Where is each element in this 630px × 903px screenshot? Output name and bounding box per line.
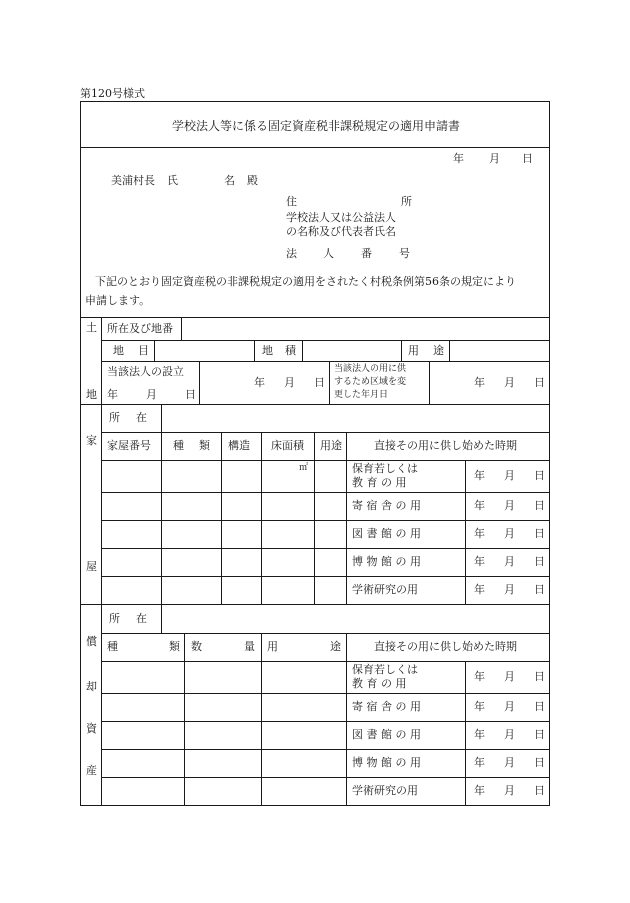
setup-label: 当該法人の設立 — [107, 365, 184, 378]
house-date-year: 年 — [474, 555, 485, 568]
house-floor-area-header: 床面積 — [271, 439, 304, 452]
dep-date-month: 月 — [504, 728, 515, 741]
body-text-line2: 申請します。 — [85, 294, 151, 307]
house-date-day: 日 — [534, 469, 545, 482]
dep-date-month: 月 — [504, 784, 515, 797]
corp-number-4: 号 — [399, 247, 410, 260]
rule — [101, 548, 549, 549]
rule — [401, 340, 402, 361]
use-change-month: 月 — [504, 376, 515, 389]
chiseki-label-2: 積 — [285, 344, 296, 357]
dep-date-month: 月 — [504, 670, 515, 683]
house-date-month: 月 — [504, 527, 515, 540]
dep-date-day: 日 — [534, 728, 545, 741]
rule — [449, 340, 450, 361]
house-use-dorm: 寄 宿 舎 の 用 — [352, 499, 421, 512]
dep-location-2: 在 — [136, 612, 147, 625]
house-date-day: 日 — [534, 555, 545, 568]
rule — [161, 604, 162, 633]
rule — [101, 520, 549, 521]
house-date-year: 年 — [474, 499, 485, 512]
rule — [429, 361, 430, 404]
house-use-library: 図 書 館 の 用 — [352, 527, 421, 540]
setup-date-year: 年 — [254, 376, 265, 389]
dep-use-nursery-2: 教 育 の 用 — [352, 677, 407, 690]
house-date-year: 年 — [474, 527, 485, 540]
rule — [101, 361, 549, 362]
dep-date-year: 年 — [474, 700, 485, 713]
form-number: 第120号様式 — [80, 87, 145, 100]
floor-area-unit: ㎡ — [299, 463, 309, 473]
land-location-label: 所在及び地番 — [107, 322, 173, 335]
rule — [101, 693, 549, 694]
dep-date-month: 月 — [504, 700, 515, 713]
dep-date-year: 年 — [474, 756, 485, 769]
dep-date-year: 年 — [474, 784, 485, 797]
addressee-mei: 名 — [224, 174, 235, 187]
corp-number-3: 番 — [361, 247, 372, 260]
rule — [101, 633, 549, 634]
house-number-header: 家屋番号 — [107, 439, 151, 452]
dep-use-dorm: 寄 宿 舎 の 用 — [352, 700, 421, 713]
dep-use-library: 図 書 館 の 用 — [352, 728, 421, 741]
dep-side-3: 資 — [86, 722, 97, 735]
dep-side-4: 産 — [86, 764, 97, 777]
rule — [302, 340, 303, 361]
dep-use-research: 学術研究の用 — [352, 784, 418, 797]
setup-day: 日 — [185, 388, 196, 401]
rule — [101, 492, 549, 493]
rule — [101, 460, 549, 461]
house-start-header: 直接その用に供し始めた時期 — [374, 439, 517, 452]
house-date-year: 年 — [474, 469, 485, 482]
use-change-year: 年 — [474, 376, 485, 389]
rule — [346, 432, 347, 604]
setup-date-month: 月 — [284, 376, 295, 389]
rule — [101, 317, 102, 805]
rule — [101, 721, 549, 722]
rule — [101, 661, 549, 662]
house-date-month: 月 — [504, 499, 515, 512]
house-side-2: 屋 — [86, 560, 97, 573]
house-date-day: 日 — [534, 583, 545, 596]
chiseki-label-1: 地 — [262, 344, 273, 357]
dep-date-day: 日 — [534, 784, 545, 797]
land-side-2: 地 — [86, 388, 97, 401]
rule — [261, 633, 262, 805]
dep-date-day: 日 — [534, 756, 545, 769]
dep-kind-header-2: 類 — [169, 640, 180, 653]
rule — [346, 633, 347, 805]
dep-date-year: 年 — [474, 670, 485, 683]
rule — [184, 633, 185, 805]
house-date-month: 月 — [504, 469, 515, 482]
rule — [199, 361, 200, 404]
address-label-2: 所 — [401, 195, 412, 208]
rule — [101, 749, 549, 750]
dep-qty-header-1: 数 — [191, 640, 202, 653]
applicant-name-label-1: 学校法人又は公益法人 — [286, 211, 396, 224]
land-youto-2: 途 — [433, 344, 444, 357]
rule — [261, 432, 262, 604]
rule — [101, 340, 549, 341]
house-date-month: 月 — [504, 583, 515, 596]
rule — [154, 340, 155, 361]
use-change-day: 日 — [534, 376, 545, 389]
house-use-research: 学術研究の用 — [352, 583, 418, 596]
setup-month: 月 — [146, 388, 157, 401]
rule — [81, 604, 549, 605]
date-day: 日 — [522, 152, 533, 165]
rule — [329, 361, 330, 404]
rule — [81, 404, 549, 405]
dep-qty-header-2: 量 — [244, 640, 255, 653]
house-use-header: 用途 — [320, 439, 342, 452]
house-date-day: 日 — [534, 499, 545, 512]
rule — [254, 340, 255, 361]
dep-kind-header-1: 種 — [107, 640, 118, 653]
house-kind-header-1: 種 — [173, 439, 184, 452]
rule — [81, 147, 549, 148]
addressee-mayor: 美浦村長 — [111, 174, 155, 187]
applicant-name-label-2: の名称及び代表者氏名 — [286, 225, 396, 238]
dep-use-header-2: 途 — [330, 640, 341, 653]
body-text-line1: 下記のとおり固定資産税の非課税規定の適用をされたく村税条例第56条の規定により — [95, 275, 516, 288]
dep-date-day: 日 — [534, 670, 545, 683]
dep-date-day: 日 — [534, 700, 545, 713]
house-date-year: 年 — [474, 583, 485, 596]
date-year: 年 — [453, 152, 464, 165]
dep-side-2: 却 — [86, 680, 97, 693]
rule — [161, 404, 162, 432]
setup-date-day: 日 — [314, 376, 325, 389]
land-side-1: 土 — [86, 321, 97, 334]
house-use-museum: 博 物 館 の 用 — [352, 555, 421, 568]
rule — [465, 661, 466, 805]
rule — [465, 460, 466, 604]
use-change-label-3: 更した年月日 — [334, 390, 389, 400]
corp-number-2: 人 — [323, 247, 334, 260]
house-use-nursery-2: 教 育 の 用 — [352, 476, 407, 489]
house-location-1: 所 — [109, 411, 120, 424]
dep-use-museum: 博 物 館 の 用 — [352, 756, 421, 769]
dep-use-header-1: 用 — [267, 640, 278, 653]
rule — [161, 432, 162, 604]
dep-side-1: 償 — [86, 635, 97, 648]
application-form — [80, 101, 550, 806]
house-structure-header: 構造 — [228, 439, 250, 452]
house-date-month: 月 — [504, 555, 515, 568]
rule — [221, 432, 222, 604]
rule — [314, 432, 315, 604]
rule — [101, 432, 549, 433]
chimoku-label-1: 地 — [113, 344, 124, 357]
dep-use-nursery-1: 保育若しくは — [352, 663, 418, 676]
dep-date-month: 月 — [504, 756, 515, 769]
dep-date-year: 年 — [474, 728, 485, 741]
use-change-label-2: するため区域を変 — [334, 377, 407, 387]
rule — [101, 777, 549, 778]
chimoku-label-2: 目 — [138, 344, 149, 357]
house-date-day: 日 — [534, 527, 545, 540]
house-side-1: 家 — [86, 434, 97, 447]
setup-year: 年 — [107, 388, 118, 401]
rule — [101, 576, 549, 577]
form-title: 学校法人等に係る固定資産税非課税規定の適用申請書 — [171, 119, 461, 133]
rule — [181, 317, 182, 340]
land-youto-1: 用 — [408, 344, 419, 357]
house-location-2: 在 — [136, 411, 147, 424]
addressee-shi: 氏 — [167, 174, 178, 187]
address-label-1: 住 — [286, 195, 297, 208]
use-change-label-1: 当該法人の用に供 — [334, 364, 407, 374]
dep-start-header: 直接その用に供し始めた時期 — [374, 640, 517, 653]
date-month: 月 — [489, 152, 500, 165]
addressee-dono: 殿 — [247, 174, 258, 187]
dep-location-1: 所 — [109, 612, 120, 625]
house-kind-header-2: 類 — [199, 439, 210, 452]
rule — [81, 317, 549, 318]
house-use-nursery-1: 保育若しくは — [352, 462, 418, 475]
corp-number-1: 法 — [286, 247, 297, 260]
